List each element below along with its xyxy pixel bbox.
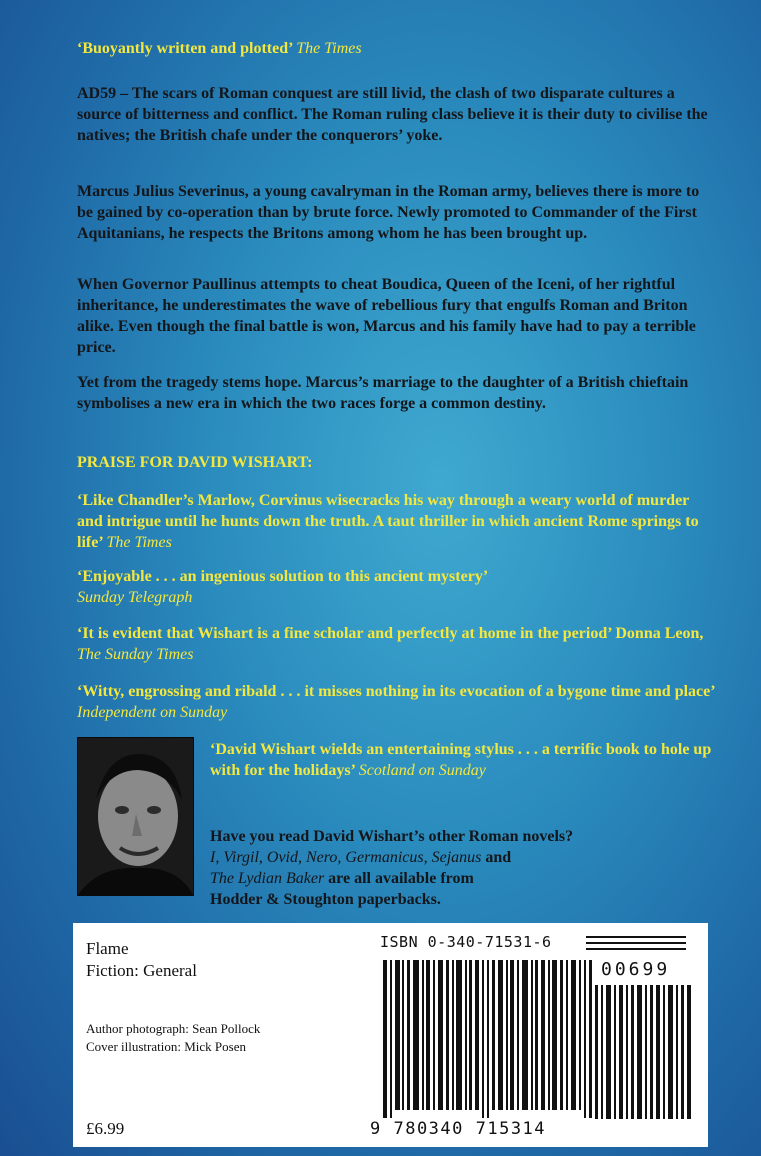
- novels-availability: are all available from: [328, 870, 474, 887]
- praise-quote-4-source: Independent on Sunday: [77, 704, 228, 721]
- praise-quote-2-source: Sunday Telegraph: [77, 589, 193, 606]
- price-code: 00699: [601, 959, 671, 980]
- top-quote-source: The Times: [296, 40, 362, 57]
- ean-number: 9 780340 715314: [370, 1119, 547, 1139]
- praise-quote-5-text: ‘David Wishart wields an entertaining stylus . . . a terrific book to hole up with for the holidays’: [210, 741, 712, 779]
- praise-quote-2: [77, 566, 717, 608]
- novel-title-5: Sejanus: [431, 849, 482, 866]
- novel-title-4: Germanicus,: [345, 849, 428, 866]
- isbn: ISBN 0-340-71531-6: [380, 933, 552, 951]
- praise-quote-4: [77, 681, 717, 723]
- praise-heading: PRAISE FOR DAVID WISHART:: [77, 454, 313, 471]
- praise-quote-3-author: Donna Leon,: [615, 625, 704, 642]
- genre: Fiction: General: [86, 961, 197, 980]
- praise-quote-5-source: Scotland on Sunday: [358, 762, 486, 779]
- blurb-paragraph-2: Marcus Julius Severinus, a young cavalryman in the Roman army, believes there is more to be gained by co-operation than by brute force. Newly promoted to Commander of the First Aquitanians, he respects the Britons among whom he has been brought up.: [77, 183, 700, 242]
- praise-quote-1-source: The Times: [106, 534, 172, 551]
- imprint: Flame: [86, 939, 129, 958]
- novel-title-1: I, Virgil,: [210, 849, 263, 866]
- author-photo-credit: Author photograph: Sean Pollock: [86, 1021, 261, 1036]
- top-quote: [77, 40, 362, 58]
- novels-publisher: Hodder & Stoughton paperbacks.: [210, 891, 441, 908]
- cover-illustration-credit: Cover illustration: Mick Posen: [86, 1039, 246, 1054]
- novel-title-3: Nero,: [306, 849, 342, 866]
- price-barcode: [595, 985, 695, 1119]
- praise-quote-3-text: ‘It is evident that Wishart is a fine scholar and perfectly at home in the period’: [77, 625, 612, 642]
- blurb-paragraph-1: AD59 – The scars of Roman conquest are still livid, the clash of two disparate cultures a source of bitterness and conflict. The Roman ruling class believe it is their duty to civilise the natives; the British chafe under the conquerors’ yoke.: [77, 85, 708, 144]
- barcode-panel: [73, 923, 708, 1147]
- praise-quote-3: [77, 623, 717, 665]
- praise-quote-2-text: ‘Enjoyable . . . an ingenious solution to this ancient mystery’: [77, 568, 489, 585]
- blurb-paragraph-3: When Governor Paullinus attempts to cheat Boudica, Queen of the Iceni, of her rightful inheritance, he underestimates the wave of rebellious fury that engulfs Roman and Briton alike. Even though the final battle is won, Marcus and his family have had to pay a terrible price.: [77, 276, 696, 356]
- praise-quote-3-source: The Sunday Times: [77, 646, 194, 663]
- novels-and: and: [485, 849, 512, 866]
- praise-quote-5: [210, 739, 730, 781]
- blurb-paragraph-4: Yet from the tragedy stems hope. Marcus’s marriage to the daughter of a British chieftain symbolises a new era in which the two races forge a common destiny.: [77, 374, 689, 412]
- novel-title-2: Ovid,: [266, 849, 302, 866]
- author-photo: [77, 737, 194, 896]
- praise-quote-1-text: ‘Like Chandler’s Marlow, Corvinus wisecracks his way through a weary world of murder and intrigue until he hunts down the truth. A taut thriller in which ancient Rome springs to life’: [77, 492, 699, 551]
- price: £6.99: [86, 1119, 125, 1138]
- isbn-rule-lines: [586, 936, 686, 950]
- barcode: [383, 960, 599, 1120]
- praise-quote-4-text: ‘Witty, engrossing and ribald . . . it misses nothing in its evocation of a bygone time and place’: [77, 683, 715, 700]
- novel-title-6: The Lydian Baker: [210, 870, 325, 887]
- other-novels: [210, 826, 730, 910]
- praise-quote-1: [77, 490, 717, 553]
- top-quote-text: ‘Buoyantly written and plotted’: [77, 40, 293, 57]
- other-novels-question: Have you read David Wishart’s other Roman novels?: [210, 828, 574, 845]
